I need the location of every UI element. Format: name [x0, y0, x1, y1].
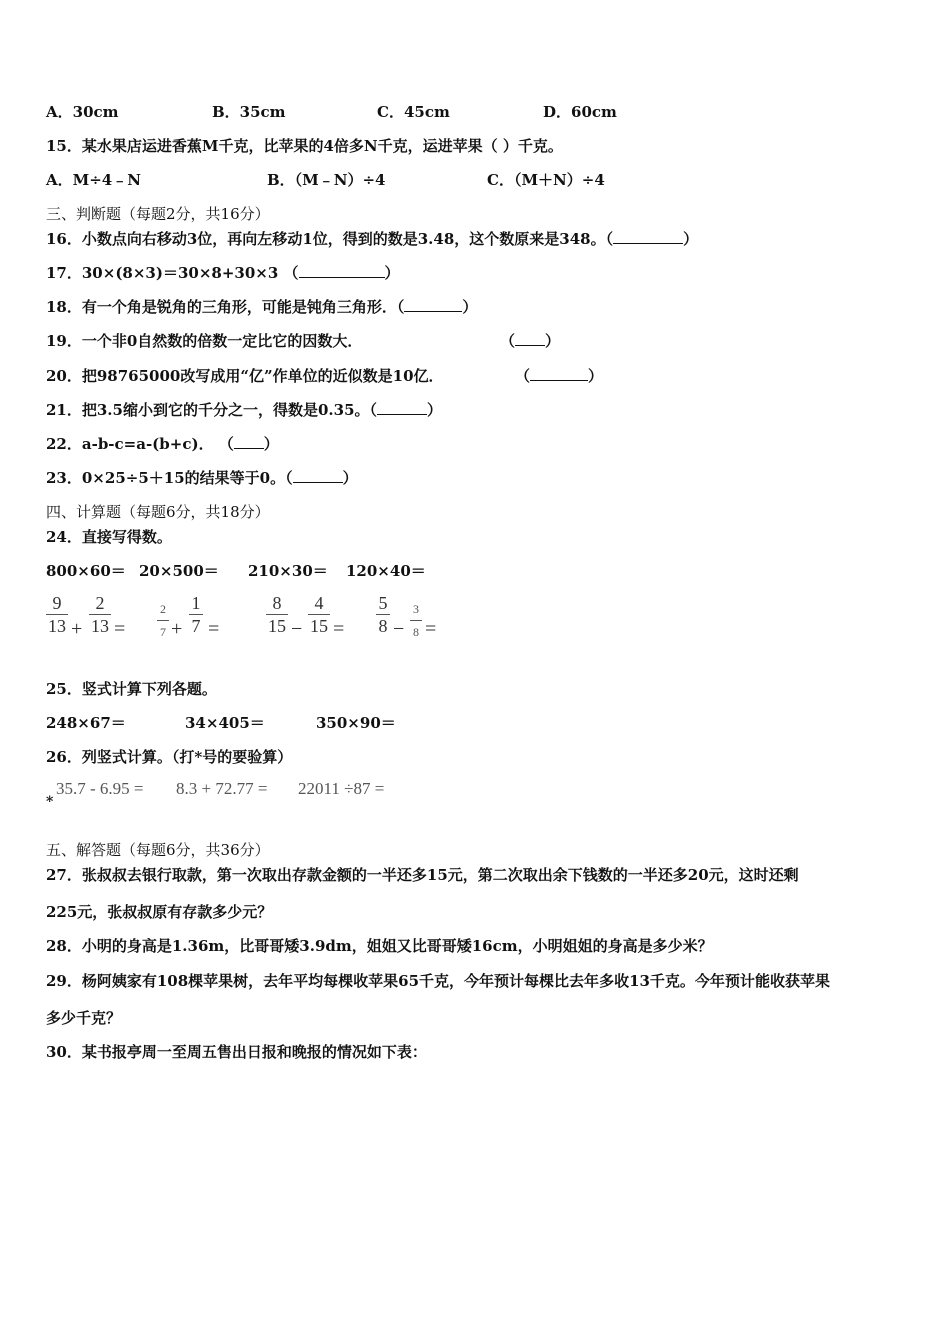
- q21-answer-blank[interactable]: [377, 400, 427, 415]
- q23-paren: ）: [342, 469, 358, 487]
- equals-sign: =: [333, 618, 345, 640]
- q17-text: 17．30×(8×3)＝30×8+30×3 （: [46, 264, 299, 282]
- q20-answer-blank[interactable]: [530, 366, 588, 381]
- q24-frac-3a: [266, 594, 288, 635]
- numerator: 9: [52, 593, 62, 613]
- plus-operator: +: [71, 618, 83, 640]
- q24-frac-2a: [157, 600, 169, 641]
- denominator: 7: [160, 625, 166, 639]
- q15-option-b: B．（M﹣N）÷4: [267, 171, 386, 189]
- q16-answer-blank[interactable]: [613, 229, 683, 244]
- q24-frac-1a: [46, 594, 68, 635]
- q20: [46, 366, 444, 386]
- denominator: 8: [413, 625, 419, 639]
- q25-title: 25．竖式计算下列各题。: [46, 680, 217, 698]
- q20-paren: ）: [588, 367, 604, 385]
- denominator: 15: [268, 616, 286, 636]
- q17: [46, 263, 400, 283]
- equals-sign: =: [425, 618, 437, 640]
- q24-expr-1: 800×60＝: [46, 562, 126, 580]
- q19-answer-blank[interactable]: [515, 331, 545, 346]
- q25-expr-2: 34×405＝: [185, 714, 265, 732]
- q14-option-c: C．45cm: [377, 103, 450, 121]
- q20-paren-open: （: [515, 367, 531, 385]
- section-4-title: 四、计算题（每题6分，共18分）: [46, 503, 270, 521]
- q23: [46, 468, 358, 488]
- q22-paren: ）: [263, 435, 279, 453]
- q24-expr-3: 210×30＝: [248, 562, 328, 580]
- numerator: 3: [413, 602, 419, 616]
- q26-expr-3: 22011 ÷87 =: [298, 779, 385, 798]
- q15-option-a: A．M÷4﹣N: [46, 171, 141, 189]
- q24-frac-1b: [89, 594, 111, 635]
- q24-expr-4: 120×40＝: [346, 562, 426, 580]
- q22-answer-blank[interactable]: [234, 434, 264, 449]
- q14-option-a: A．30cm: [46, 103, 119, 121]
- q20-bracket: [515, 366, 603, 386]
- q26-expr-2: 8.3 + 72.77 =: [176, 779, 268, 798]
- q24-frac-2b: [189, 594, 203, 635]
- minus-operator: −: [291, 618, 303, 640]
- q30: 30．某书报亭周一至周五售出日报和晚报的情况如下表：: [46, 1043, 427, 1061]
- q19-paren: ）: [545, 332, 561, 350]
- q17-answer-blank[interactable]: [299, 263, 385, 278]
- numerator: 4: [314, 593, 324, 613]
- q26-title: 26．列竖式计算。（打*号的要验算）: [46, 748, 293, 766]
- q22-text: 22．a-b-c=a-(b+c)． （: [46, 435, 234, 453]
- q17-paren: ）: [384, 264, 400, 282]
- q23-answer-blank[interactable]: [293, 468, 343, 483]
- q27-line-2: 225元，张叔叔原有存款多少元？: [46, 903, 273, 921]
- q14-option-b: B．35cm: [212, 103, 286, 121]
- q20-text: 20．把98765000改写成用“亿”作单位的近似数是10亿．: [46, 367, 444, 385]
- q16-text: 16．小数点向右移动3位，再向左移动1位，得到的数是3.48，这个数原来是348。（: [46, 230, 614, 248]
- q14-option-d: D．60cm: [543, 103, 617, 121]
- q25-expr-3: 350×90＝: [316, 714, 396, 732]
- q19-paren-open: （: [500, 332, 516, 350]
- numerator: 1: [191, 593, 201, 613]
- numerator: 2: [95, 593, 105, 613]
- q18-answer-blank[interactable]: [404, 297, 462, 312]
- q29-line-2: 多少千克？: [46, 1009, 122, 1027]
- q26-expr-1: 35.7 - 6.95 =: [56, 779, 144, 798]
- q15-stem: 15．某水果店运进香蕉M千克，比苹果的4倍多N千克，运进苹果（ ）千克。: [46, 137, 563, 155]
- q15-option-c: C．（M＋N）÷4: [487, 171, 605, 189]
- q29-line-1: 29．杨阿姨家有108棵苹果树，去年平均每棵收苹果65千克，今年预计每棵比去年多收13千克。今年预计能收获苹果: [46, 972, 830, 990]
- q16-paren: ）: [683, 230, 699, 248]
- q21-text: 21．把3.5缩小到它的千分之一，得数是0.35。（: [46, 401, 378, 419]
- plus-operator: +: [171, 618, 183, 640]
- denominator: 8: [378, 616, 388, 636]
- q16: [46, 229, 698, 249]
- q18-text: 18．有一个角是锐角的三角形，可能是钝角三角形．（: [46, 298, 405, 316]
- q27-line-1: 27．张叔叔去银行取款，第一次取出存款金额的一半还多15元，第二次取出余下钱数的一半还多20元，这时还剩: [46, 866, 799, 884]
- verify-star-mark: *: [46, 794, 54, 810]
- equals-sign: =: [114, 618, 126, 640]
- denominator: 13: [48, 616, 66, 636]
- numerator: 8: [272, 593, 282, 613]
- numerator: 5: [378, 593, 388, 613]
- equals-sign: =: [208, 618, 220, 640]
- minus-operator: −: [393, 618, 405, 640]
- q24-frac-3b: [308, 594, 330, 635]
- denominator: 7: [191, 616, 201, 636]
- q21-paren: ）: [427, 401, 443, 419]
- denominator: 15: [310, 616, 328, 636]
- q24-title: 24．直接写得数。: [46, 528, 172, 546]
- q28: 28．小明的身高是1.36m，比哥哥矮3.9dm，姐姐又比哥哥矮16cm，小明姐姐的身高是多少米？: [46, 937, 713, 955]
- q24-expr-2: 20×500＝: [139, 562, 219, 580]
- q24-frac-4b: [410, 600, 422, 641]
- denominator: 13: [91, 616, 109, 636]
- q19-text: 19．一个非0自然数的倍数一定比它的因数大．: [46, 332, 363, 350]
- q25-expr-1: 248×67＝: [46, 714, 126, 732]
- numerator: 2: [160, 602, 166, 616]
- q18: [46, 297, 477, 317]
- q19-bracket: [500, 331, 560, 351]
- q24-frac-4a: [376, 594, 390, 635]
- q19: [46, 331, 362, 351]
- section-3-title: 三、判断题（每题2分，共16分）: [46, 205, 270, 223]
- q21: [46, 400, 442, 420]
- q23-text: 23．0×25÷5＋15的结果等于0。（: [46, 469, 293, 487]
- section-5-title: 五、解答题（每题6分，共36分）: [46, 841, 270, 859]
- q22: [46, 434, 279, 454]
- q18-paren: ）: [462, 298, 478, 316]
